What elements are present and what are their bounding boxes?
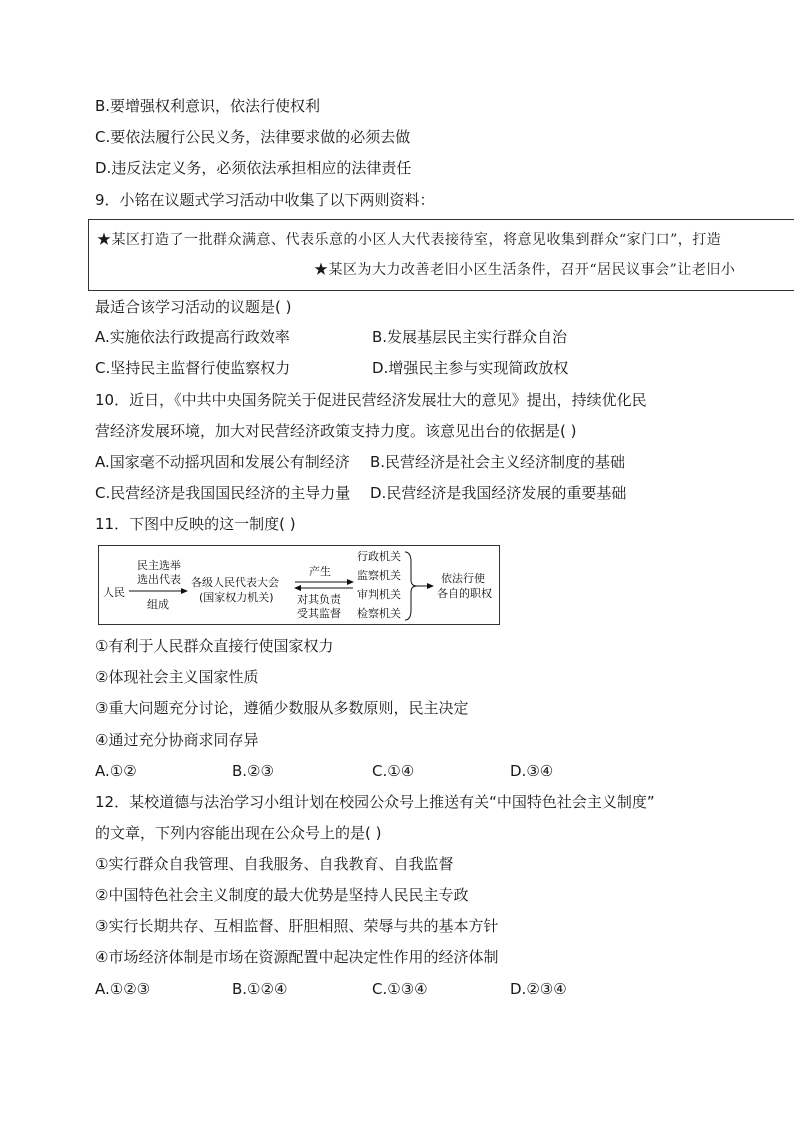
q9-option-c: C.坚持民主监督行使监察权力 (95, 359, 291, 377)
material-2: ★某区为大力改善老旧小区生活条件，召开“居民议事会”让老旧小 (314, 262, 736, 278)
diagram-congress-1: 各级人民代表大会 (191, 576, 279, 589)
diagram-people: 人民 (103, 586, 125, 599)
q12-stem-2: 的文章，下列内容能出现在公众号上的是( ) (95, 824, 382, 842)
q11-statement-3: ③重大问题充分讨论，遵循少数服从多数原则，民主决定 (95, 699, 469, 717)
q10-stem-1: 10．近日，《中共中央国务院关于促进民营经济发展壮大的意见》提出，持续优化民 (95, 391, 647, 409)
system-diagram (98, 545, 500, 625)
diagram-result-1: 依法行使 (441, 572, 485, 585)
diagram-org-3: 审判机关 (357, 588, 401, 601)
q12-statement-2: ②中国特色社会主义制度的最大优势是坚持人民民主专政 (95, 886, 469, 904)
q12-statement-3: ③实行长期共存、互相监督、肝胆相照、荣辱与共的基本方针 (95, 917, 499, 935)
diagram-org-4: 检察机关 (357, 607, 401, 620)
q10-option-a: A.国家毫不动摇巩固和发展公有制经济 (95, 453, 350, 471)
material-1: ★某区打造了一批群众满意、代表乐意的小区人大代表接待室，将意见收集到群众“家门口”，打造 (97, 232, 722, 248)
q11-statement-4: ④通过充分协商求同存异 (95, 731, 259, 749)
diagram-responsible-2: 受其监督 (297, 607, 341, 620)
q9-option-d: D.增强民主参与实现简政放权 (372, 359, 569, 377)
q8-option-d: D.违反法定义务，必须依法承担相应的法律责任 (95, 159, 412, 177)
diagram-elect-2: 选出代表 (137, 573, 181, 586)
q11-statement-1: ①有利于人民群众直接行使国家权力 (95, 637, 334, 655)
q12-option-a: A.①②③ (95, 980, 151, 998)
q12-option-d: D.②③④ (510, 980, 567, 998)
q10-stem-2: 营经济发展环境，加大对民营经济政策支持力度。该意见出台的依据是( ) (95, 422, 577, 440)
q11-option-d: D.③④ (510, 762, 554, 780)
q10-option-b: B.民营经济是社会主义经济制度的基础 (370, 453, 626, 471)
diagram-org-1: 行政机关 (357, 550, 401, 563)
brace (405, 552, 417, 620)
system-diagram-svg (99, 546, 501, 626)
q12-option-b: B.①②④ (232, 980, 288, 998)
q8-option-b: B.要增强权利意识，依法行使权利 (95, 97, 321, 115)
q11-option-b: B.②③ (232, 762, 274, 780)
diagram-result-2: 各自的职权 (437, 587, 492, 600)
q11-option-a: A.①② (95, 762, 137, 780)
diagram-responsible-1: 对其负责 (297, 593, 341, 606)
q12-stem-1: 12．某校道德与法治学习小组计划在校园公众号上推送有关“中国特色社会主义制度” (95, 793, 655, 811)
q9-material-box (88, 219, 794, 291)
q12-option-c: C.①③④ (372, 980, 428, 998)
diagram-org-2: 监察机关 (357, 569, 401, 582)
q12-statement-4: ④市场经济体制是市场在资源配置中起决定性作用的经济体制 (95, 948, 499, 966)
q10-option-c: C.民营经济是我国国民经济的主导力量 (95, 484, 351, 502)
diagram-congress-2: (国家权力机关) (199, 591, 274, 604)
diagram-compose: 组成 (147, 598, 169, 611)
q12-statement-1: ①实行群众自我管理、自我服务、自我教育、自我监督 (95, 855, 454, 873)
q11-option-c: C.①④ (372, 762, 415, 780)
diagram-elect-1: 民主选举 (137, 559, 181, 572)
q11-statement-2: ②体现社会主义国家性质 (95, 668, 259, 686)
q11-stem: 11．下图中反映的这一制度( ) (95, 515, 296, 533)
q10-option-d: D.民营经济是我国经济发展的重要基础 (370, 484, 627, 502)
q9-prompt: 最适合该学习活动的议题是( ) (95, 298, 292, 316)
q8-option-c: C.要依法履行公民义务，法律要求做的必须去做 (95, 128, 411, 146)
q9-option-b: B.发展基层民主实行群众自治 (372, 328, 568, 346)
diagram-produce: 产生 (309, 565, 331, 578)
q9-option-a: A.实施依法行政提高行政效率 (95, 328, 290, 346)
q9-stem: 9．小铭在议题式学习活动中收集了以下两则资料： (95, 191, 435, 209)
